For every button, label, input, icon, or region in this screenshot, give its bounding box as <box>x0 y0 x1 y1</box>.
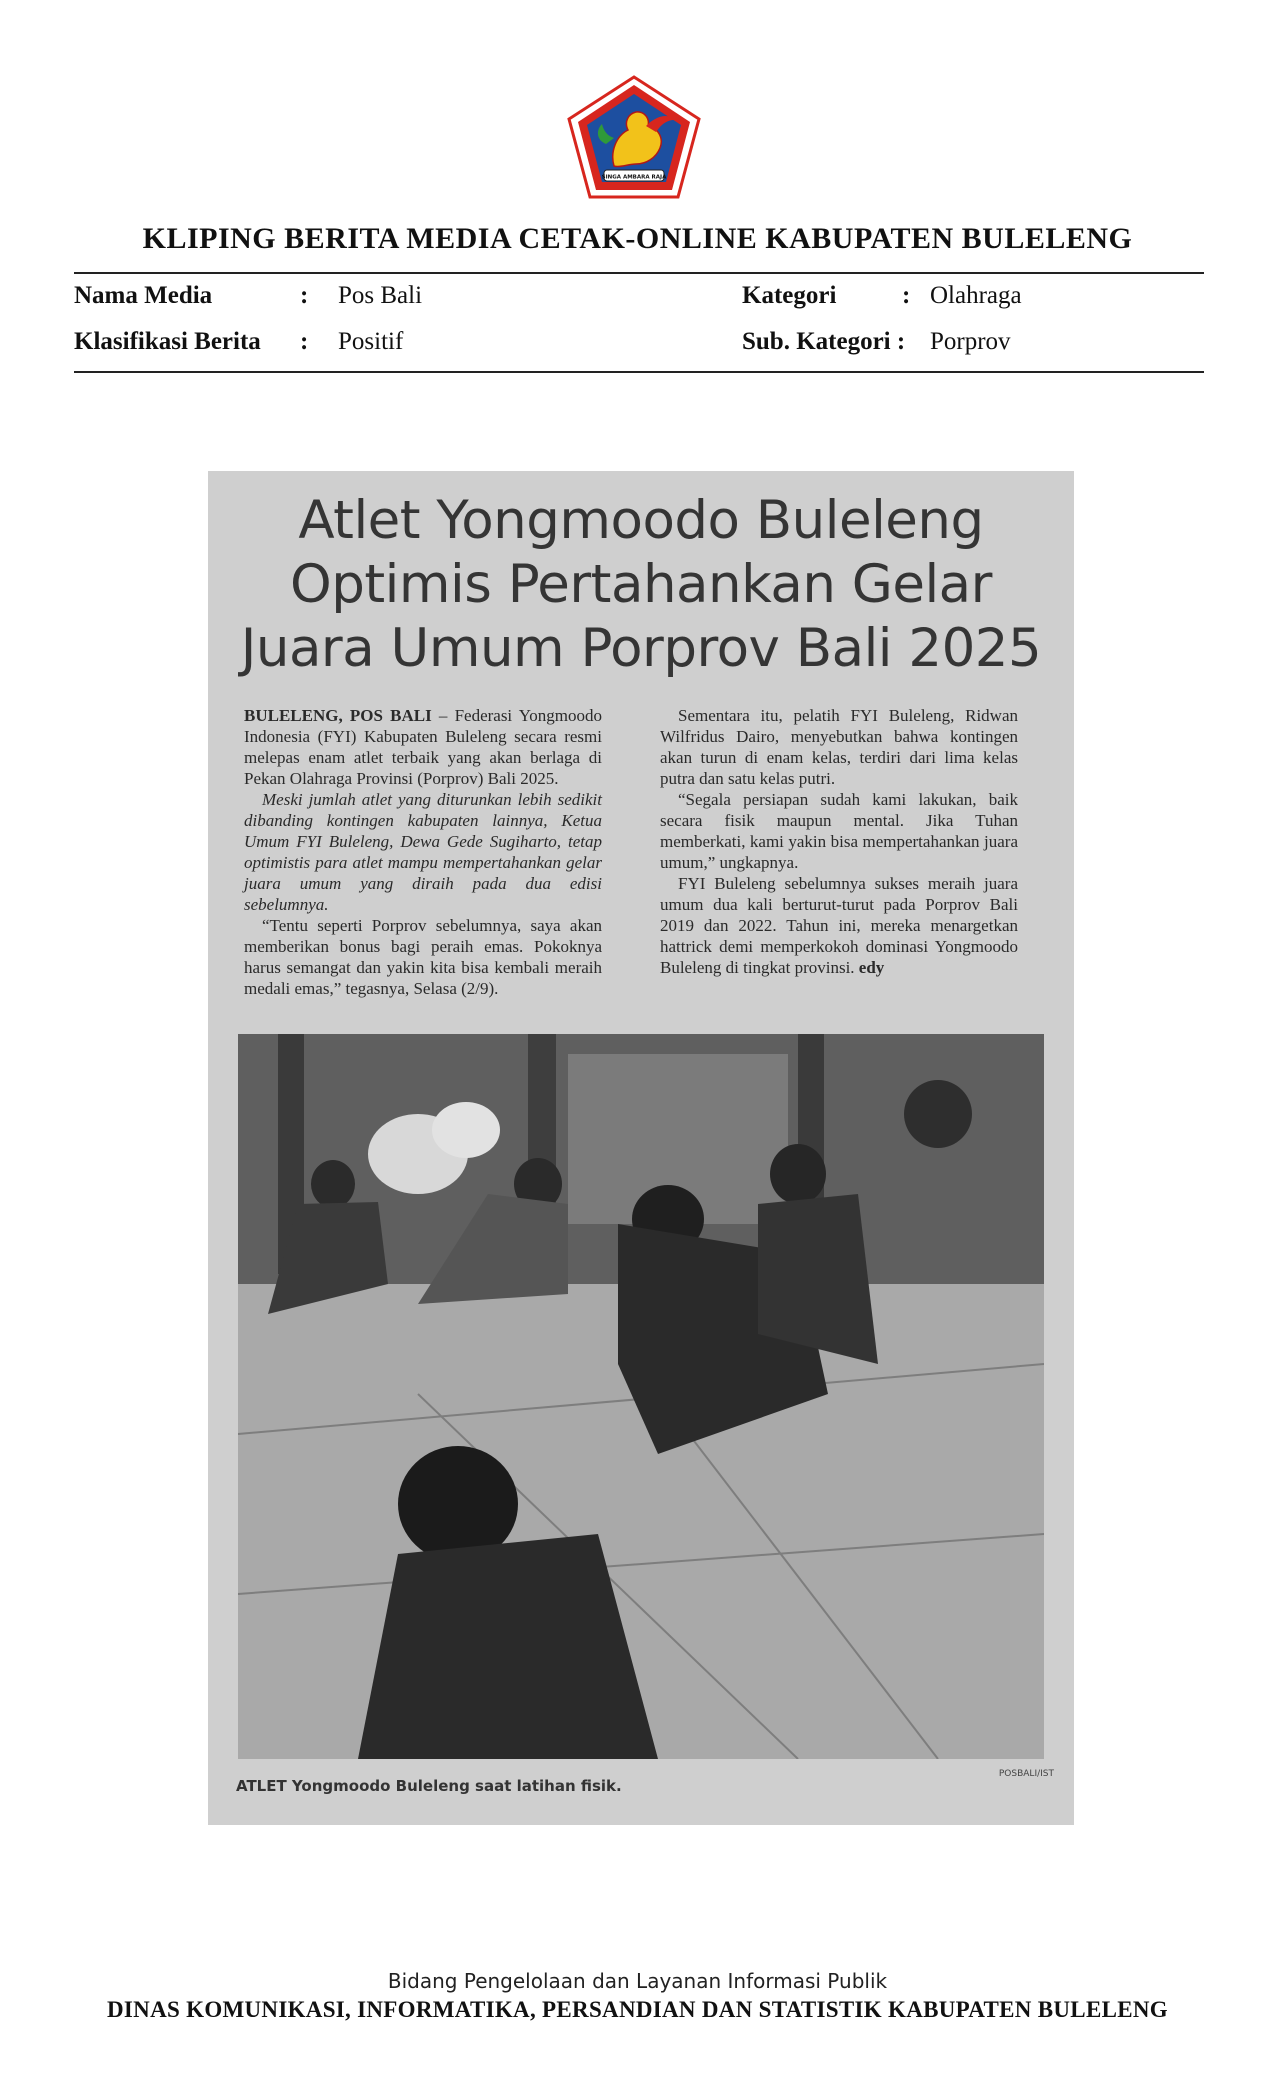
media-colon: : <box>300 282 309 309</box>
category-colon: : <box>902 282 911 309</box>
article-column-right <box>660 705 1018 978</box>
training-photo-illustration <box>238 1034 1044 1759</box>
article-paragraph-4: Sementara itu, pelatih FYI Buleleng, Ridwan Wilfridus Dairo, menyebutkan bahwa kontingen akan turun di enam kelas, terdiri dari lima kelas putra dan satu kelas putri. <box>660 706 1018 788</box>
footer-department: Bidang Pengelolaan dan Layanan Informasi Publik <box>387 1969 888 1993</box>
newspaper-clipping <box>208 471 1074 1825</box>
header-rule-bottom <box>74 371 1204 373</box>
meta-row-1 <box>74 282 1204 316</box>
article-paragraph-5: “Segala persiapan sudah kami lakukan, baik secara fisik maupun mental. Jika Tuhan memberkati, kami yakin bisa mempertahankan juara umum,” ungkapnya. <box>660 790 1018 872</box>
paragraph-6-text: FYI Buleleng sebelumnya sukses meraih juara umum dua kali berturut-turut pada Porprov Bali 2019 dan 2022. Tahun ini, mereka menargetkan hattrick demi memperkokoh dominasi Yongmoodo Buleleng di tingkat provinsi. <box>660 874 1018 977</box>
headline-line-1: Atlet Yongmoodo Buleleng <box>298 490 984 551</box>
dateline: BULELENG, POS BALI <box>244 706 432 725</box>
classification-colon: : <box>300 328 309 355</box>
article-photo <box>238 1034 1044 1759</box>
media-value: Pos Bali <box>338 282 423 309</box>
category-label: Kategori <box>742 282 837 309</box>
article-paragraph-3: “Tentu seperti Porprov sebelumnya, saya akan memberikan bonus bagi peraih emas. Pokoknya harus semangat dan yakin kita bisa kembali meraih medali emas,” tegasnya, Selasa (2/9). <box>244 916 602 998</box>
photo-credit: POSBALI/IST <box>998 1769 1054 1779</box>
meta-row-2 <box>74 328 1204 362</box>
byline: edy <box>858 958 885 977</box>
media-label: Nama Media <box>74 282 213 309</box>
photo-caption: ATLET Yongmoodo Buleleng saat latihan fisik. <box>236 1777 622 1795</box>
headline-line-3: Juara Umum Porprov Bali 2025 <box>240 618 1042 679</box>
article-paragraph-1 <box>244 705 602 789</box>
article-headline <box>218 489 1064 681</box>
singa-ambara-raja-emblem-icon <box>566 74 702 200</box>
category-value: Olahraga <box>930 282 1022 309</box>
article-paragraph-2: Meski jumlah atlet yang diturunkan lebih sedikit dibanding kontingen kabupaten lainnya, Ketua Umum FYI Buleleng, Dewa Gede Sugiharto, tetap optimistis para atlet mampu mempertahankan gelar juara umum yang diraih pada dua edisi sebelumnya. <box>244 790 602 914</box>
paragraph-1-text: – Federasi Yongmoodo Indonesia (FYI) Kabupaten Buleleng secara resmi melepas enam atlet terbaik yang akan berlaga di Pekan Olahraga Provinsi (Porprov) Bali 2025. <box>244 706 603 788</box>
article-paragraph-6 <box>660 873 1018 978</box>
classification-value: Positif <box>338 328 404 355</box>
header-rule-top <box>74 272 1204 274</box>
headline-line-2: Optimis Pertahankan Gelar <box>290 554 992 615</box>
page-title: KLIPING BERITA MEDIA CETAK-ONLINE KABUPATEN BULELENG <box>142 222 1133 255</box>
logo-motto: SINGA AMBARA RAJA <box>601 174 667 181</box>
subcategory-label: Sub. Kategori : <box>742 328 906 355</box>
classification-label: Klasifikasi Berita <box>74 328 261 355</box>
footer-agency: DINAS KOMUNIKASI, INFORMATIKA, PERSANDIAN DAN STATISTIK KABUPATEN BULELENG <box>107 1997 1168 2022</box>
article-column-left <box>244 705 602 999</box>
subcategory-value: Porprov <box>930 328 1011 355</box>
